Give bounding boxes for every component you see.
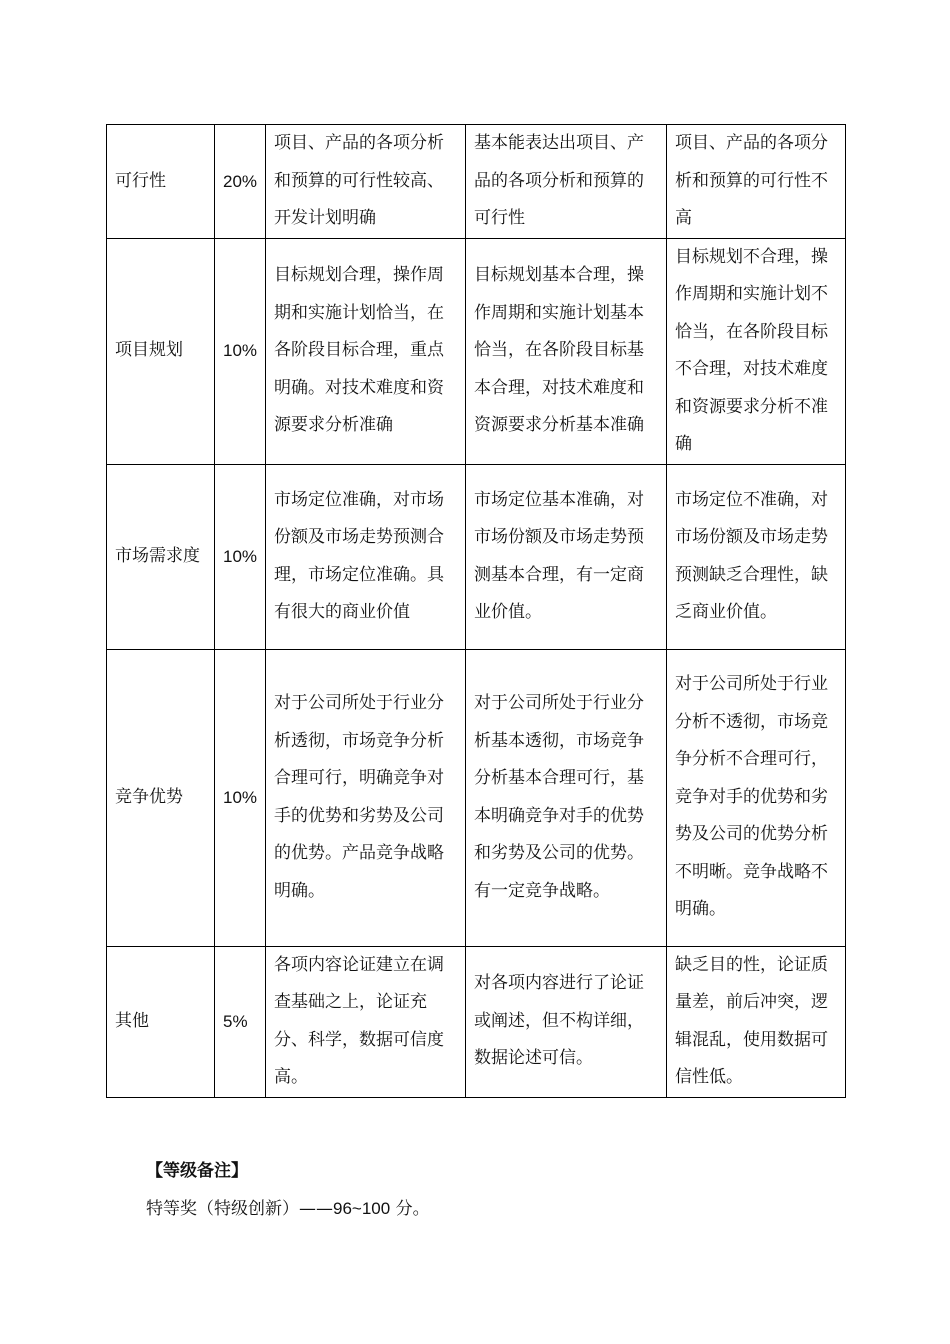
poor-description: 市场定位不准确，对市场份额及市场走势预测缺乏合理性，缺乏商业价值。 (667, 464, 846, 649)
grade-note-suffix: 分。 (390, 1199, 430, 1219)
good-description: 对于公司所处于行业分析基本透彻，市场竞争分析基本合理可行，基本明确竞争对手的优势和劣势及公司的优势。有一定竞争战略。 (466, 649, 667, 946)
poor-description: 对于公司所处于行业分析不透彻，市场竞争分析不合理可行，竞争对手的优势和劣势及公司的优势分析不明晰。竞争战略不明确。 (667, 649, 846, 946)
excellent-description: 对于公司所处于行业分析透彻，市场竞争分析合理可行，明确竞争对手的优势和劣势及公司的优势。产品竞争战略明确。 (266, 649, 466, 946)
excellent-description: 各项内容论证建立在调查基础之上，论证充分、科学，数据可信度高。 (266, 946, 466, 1097)
poor-description: 缺乏目的性，论证质量差，前后冲突，逻辑混乱，使用数据可信性低。 (667, 946, 846, 1097)
grade-notes-heading: 【等级备注】 (146, 1161, 248, 1181)
criterion-weight: 10% (215, 464, 266, 649)
criterion-weight: 10% (215, 238, 266, 464)
table-row (107, 125, 846, 239)
excellent-description: 市场定位准确，对市场份额及市场走势预测合理，市场定位准确。具有很大的商业价值 (266, 464, 466, 649)
table-row (107, 946, 846, 1097)
grade-note-prefix: 特等奖（特级创新）—— (146, 1199, 333, 1219)
criterion-name: 竞争优势 (107, 649, 215, 946)
table-row (107, 238, 846, 464)
grade-note-score: 96~100 (333, 1199, 391, 1218)
criterion-weight: 5% (215, 946, 266, 1097)
criterion-weight: 20% (215, 125, 266, 239)
criterion-name: 其他 (107, 946, 215, 1097)
good-description: 基本能表达出项目、产品的各项分析和预算的可行性 (466, 125, 667, 239)
criterion-name: 可行性 (107, 125, 215, 239)
table-row (107, 464, 846, 649)
evaluation-criteria-table (106, 124, 846, 1098)
good-description: 市场定位基本准确，对市场份额及市场走势预测基本合理，有一定商业价值。 (466, 464, 667, 649)
criterion-weight: 10% (215, 649, 266, 946)
criterion-name: 市场需求度 (107, 464, 215, 649)
good-description: 目标规划基本合理，操作周期和实施计划基本恰当，在各阶段目标基本合理，对技术难度和资源要求分析基本准确 (466, 238, 667, 464)
criterion-name: 项目规划 (107, 238, 215, 464)
table-row (107, 649, 846, 946)
poor-description: 目标规划不合理，操作周期和实施计划不恰当，在各阶段目标不合理，对技术难度和资源要求分析不准确 (667, 238, 846, 464)
grade-note-line (146, 1196, 430, 1222)
poor-description: 项目、产品的各项分析和预算的可行性不高 (667, 125, 846, 239)
good-description: 对各项内容进行了论证或阐述，但不构详细，数据论述可信。 (466, 946, 667, 1097)
excellent-description: 目标规划合理，操作周期和实施计划恰当，在各阶段目标合理，重点明确。对技术难度和资源要求分析准确 (266, 238, 466, 464)
excellent-description: 项目、产品的各项分析和预算的可行性较高、开发计划明确 (266, 125, 466, 239)
